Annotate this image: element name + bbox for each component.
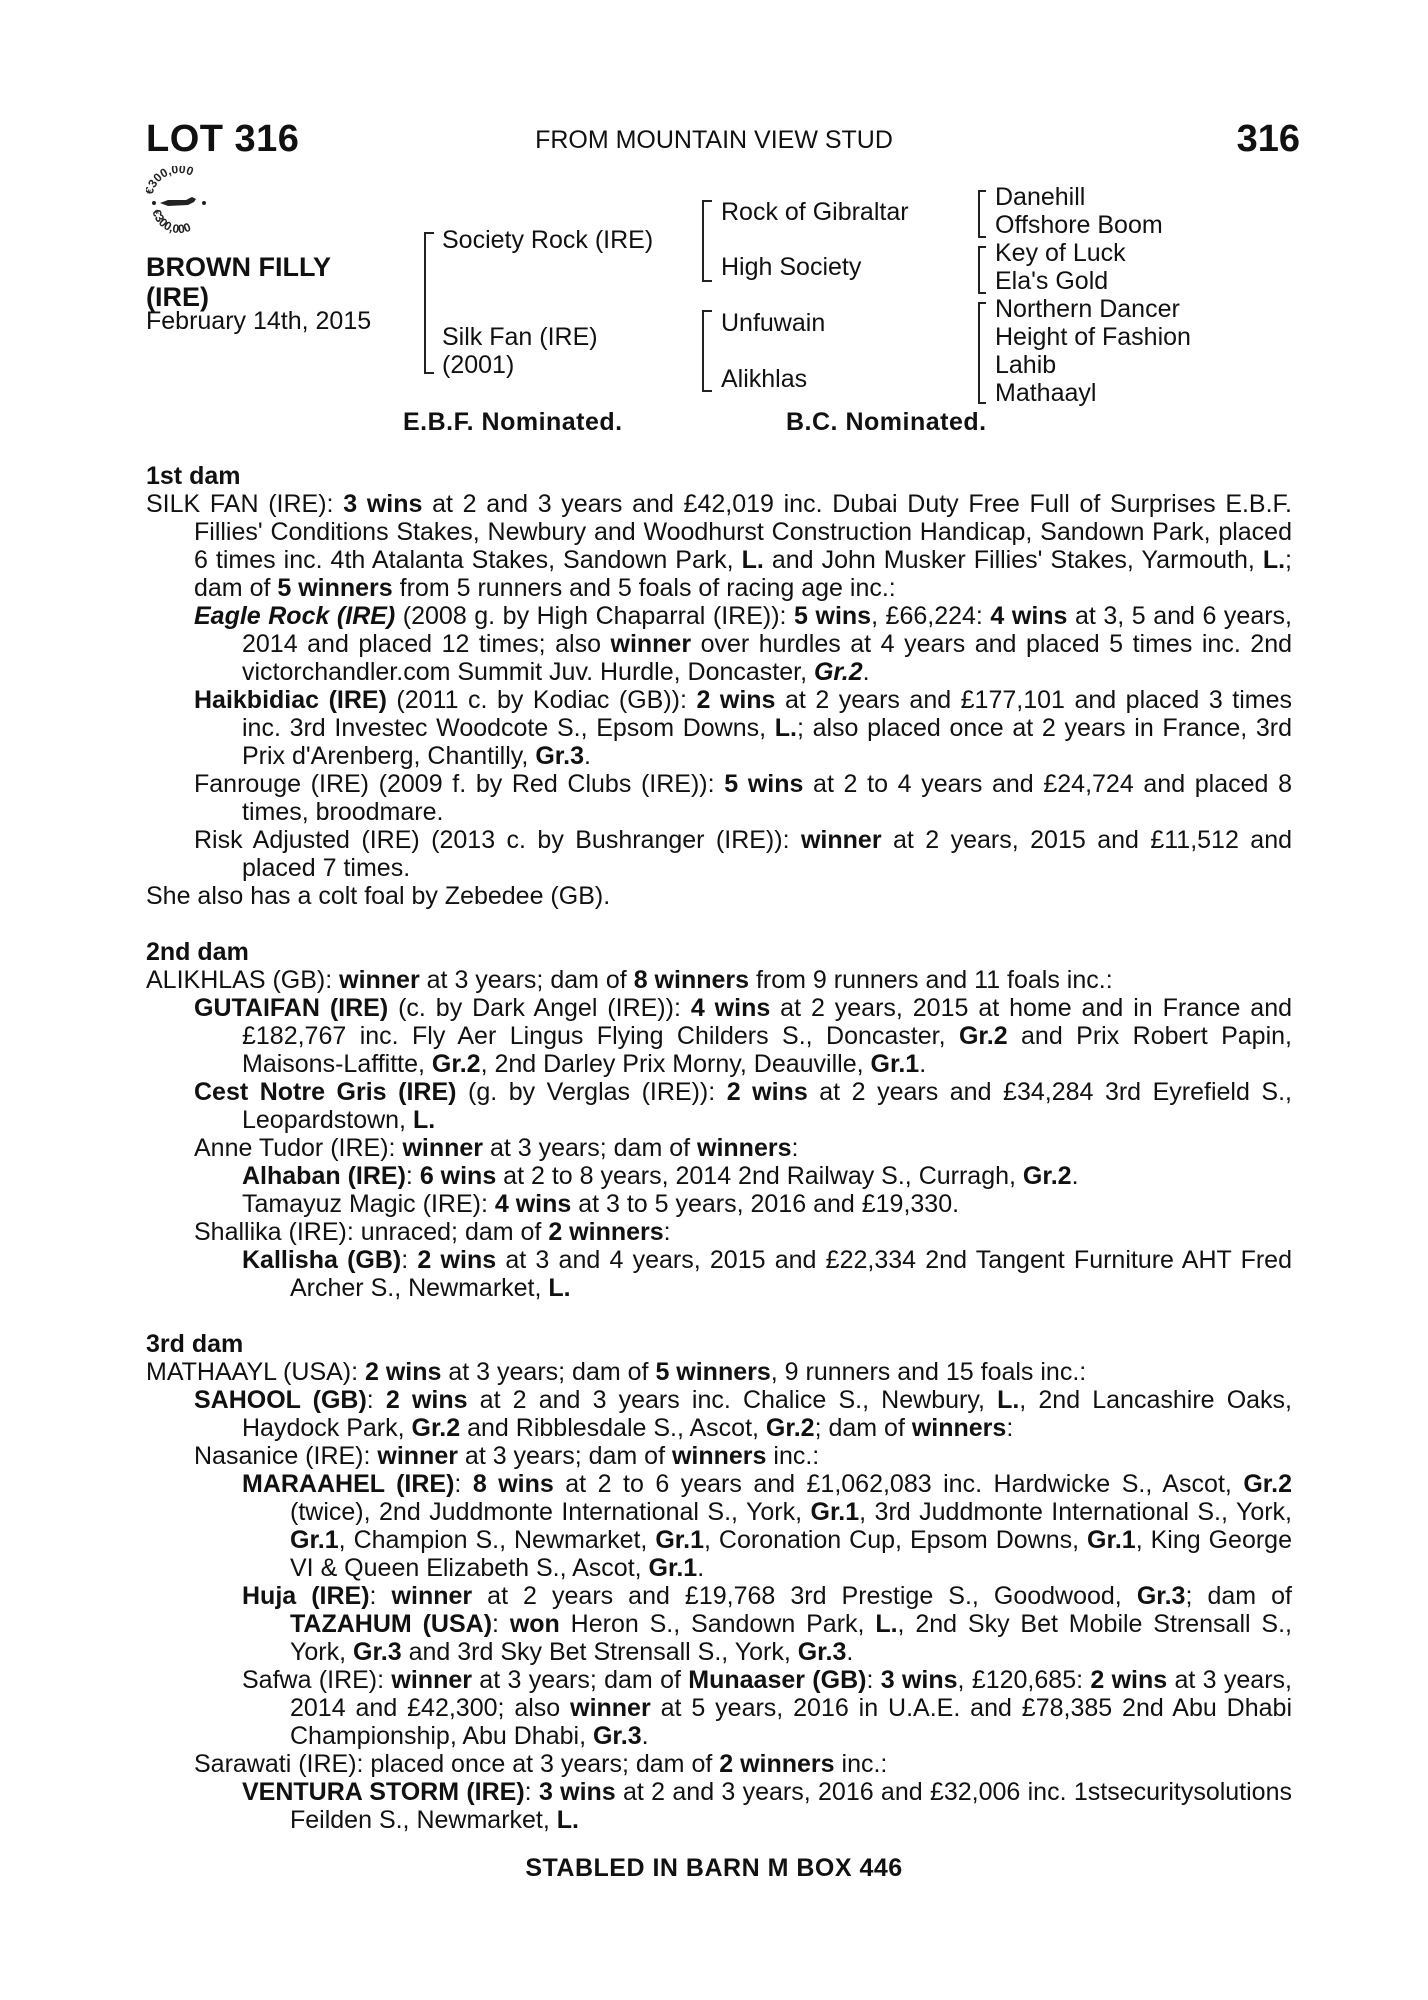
g1: Danehill xyxy=(995,183,1086,211)
bc-nominated: B.C. Nominated. xyxy=(786,408,987,436)
dam: Silk Fan (IRE) xyxy=(442,323,598,351)
dam-dam: Alikhlas xyxy=(721,365,808,393)
produce-entry: SAHOOL (GB): 2 wins at 2 and 3 years inc. Chalice S., Newbury, L., 2nd Lancashire Oaks, Haydock Park, Gr.2 and Ribblesdale S., Ascot, Gr.2; dam of winners: xyxy=(194,1386,1292,1442)
g4: Ela's Gold xyxy=(995,267,1109,295)
produce-entry: Kallisha (GB): 2 wins at 3 and 4 years, 2015 and £22,334 2nd Tangent Furniture AHT Fred Archer S., Newmarket, L. xyxy=(242,1246,1292,1302)
sire-sire: Rock of Gibraltar xyxy=(721,198,909,226)
stabling-info: STABLED IN BARN M BOX 446 xyxy=(525,1854,903,1882)
brace xyxy=(424,232,434,374)
g2: Offshore Boom xyxy=(995,211,1163,239)
produce-entry: Alhaban (IRE): 6 wins at 2 to 8 years, 2014 2nd Railway S., Curragh, Gr.2. xyxy=(242,1162,1079,1190)
g5: Northern Dancer xyxy=(995,295,1180,323)
section-title: 2nd dam xyxy=(146,938,249,966)
g6: Height of Fashion xyxy=(995,323,1191,351)
produce-entry: Safwa (IRE): winner at 3 years; dam of Munaaser (GB): 3 wins, £120,685: 2 wins at 3 years, 2014 and £42,300; also winner at 5 years, 2016 in U.A.E. and £78,385 2nd Abu Dhabi Championship, Abu Dhabi, Gr.3. xyxy=(242,1666,1292,1750)
produce-entry: GUTAIFAN (IRE) (c. by Dark Angel (IRE)): 4 wins at 2 years, 2015 at home and in France and £182,767 inc. Fly Aer Lingus Flying Childers S., Doncaster, Gr.2 and Prix Robert Papin, Maisons-Laffitte, Gr.2, 2nd Darley Prix Morny, Deauville, Gr.1. xyxy=(194,994,1293,1078)
catalogue-body xyxy=(146,462,1292,1862)
foaling-date: February 14th, 2015 xyxy=(146,307,372,335)
lot-number: 316 xyxy=(1236,118,1300,160)
brace xyxy=(978,190,986,238)
dam-entry: MATHAAYL (USA): 2 wins at 3 years; dam of 5 winners, 9 runners and 15 foals inc.: xyxy=(146,1358,1087,1386)
price-stamp-icon xyxy=(146,166,212,240)
produce-entry: VENTURA STORM (IRE): 3 wins at 2 and 3 years, 2016 and £32,006 inc. 1stsecuritysolutions Feilden S., Newmarket, L. xyxy=(242,1778,1292,1834)
svg-text:€300,000: 300,000 xyxy=(146,166,196,191)
svg-text:€300,000: €300,000 xyxy=(149,207,193,237)
third-dam-section xyxy=(146,1330,1292,1834)
produce-note: She also has a colt foal by Zebedee (GB). xyxy=(146,882,611,910)
dam-entry: ALIKHLAS (GB): winner at 3 years; dam of 8 winners from 9 runners and 11 foals inc.: xyxy=(146,966,1113,994)
produce-entry: Fanrouge (IRE) (2009 f. by Red Clubs (IRE)): 5 wins at 2 to 4 years and £24,724 and placed 8 times, broodmare. xyxy=(194,770,1292,826)
dam-sire: Unfuwain xyxy=(721,309,826,337)
price-stamp-logo xyxy=(146,166,212,240)
produce-entry: Anne Tudor (IRE): winner at 3 years; dam of winners: xyxy=(194,1134,799,1162)
produce-entry: Tamayuz Magic (IRE): 4 wins at 3 to 5 years, 2016 and £19,330. xyxy=(242,1190,960,1218)
g3: Key of Luck xyxy=(995,239,1126,267)
produce-entry: Eagle Rock (IRE) (2008 g. by High Chaparral (IRE)): 5 wins, £66,224: 4 wins at 3, 5 and 6 years, 2014 and placed 12 times; also winner over hurdles at 4 years and placed 5 times inc. 2nd victorchandler.com Summit Juv. Hurdle, Doncaster, Gr.2. xyxy=(194,602,1293,686)
produce-entry: Cest Notre Gris (IRE) (g. by Verglas (IRE)): 2 wins at 2 years and £34,284 3rd Eyrefield S., Leopardstown, L. xyxy=(194,1078,1292,1134)
brace xyxy=(978,246,986,294)
sire-dam: High Society xyxy=(721,253,862,281)
g8: Mathaayl xyxy=(995,379,1097,407)
section-title: 3rd dam xyxy=(146,1330,244,1358)
ebf-nominated: E.B.F. Nominated. xyxy=(403,408,623,436)
lot-label: LOT 316 xyxy=(146,118,300,160)
produce-entry: Huja (IRE): winner at 2 years and £19,768 3rd Prestige S., Goodwood, Gr.3; dam of TAZAHUM (USA): won Heron S., Sandown Park, L., 2nd Sky Bet Mobile Strensall S., York, Gr.3 and 3rd Sky Bet Strensall S., York, Gr.3. xyxy=(242,1582,1292,1666)
first-dam-section xyxy=(146,462,1292,910)
horse-name: BROWN FILLY (IRE) xyxy=(146,252,331,312)
produce-entry: Shallika (IRE): unraced; dam of 2 winners: xyxy=(194,1218,671,1246)
brace xyxy=(702,200,712,282)
second-dam-section xyxy=(146,938,1292,1302)
dam-entry: SILK FAN (IRE): 3 wins at 2 and 3 years and £42,019 inc. Dubai Duty Free Full of Surprises E.B.F. Fillies' Conditions Stakes, Newbury and Woodhurst Construction Handicap, Sandown Park, placed 6 times inc. 4th Atalanta Stakes, Sandown Park, L. and John Musker Fillies' Stakes, Yarmouth, L.; dam of 5 winners from 5 runners and 5 foals of racing age inc.: xyxy=(146,490,1293,602)
vendor: FROM MOUNTAIN VIEW STUD xyxy=(535,126,893,154)
produce-entry: Haikbidiac (IRE) (2011 c. by Kodiac (GB)): 2 wins at 2 years and £177,101 and placed 3 times inc. 3rd Investec Woodcote S., Epsom Downs, L.; also placed once at 2 years in France, 3rd Prix d'Arenberg, Chantilly, Gr.3. xyxy=(194,686,1293,770)
sire: Society Rock (IRE) xyxy=(442,226,654,254)
produce-entry: Nasanice (IRE): winner at 3 years; dam of winners inc.: xyxy=(194,1442,820,1470)
produce-entry: Risk Adjusted (IRE) (2013 c. by Bushranger (IRE)): winner at 2 years, 2015 and £11,512 and placed 7 times. xyxy=(194,826,1293,882)
brace xyxy=(978,302,986,404)
produce-entry: Sarawati (IRE): placed once at 3 years; dam of 2 winners inc.: xyxy=(194,1750,888,1778)
g7: Lahib xyxy=(995,351,1057,379)
section-title: 1st dam xyxy=(146,462,241,490)
produce-entry: MARAAHEL (IRE): 8 wins at 2 to 6 years and £1,062,083 inc. Hardwicke S., Ascot, Gr.2 (twice), 2nd Juddmonte International S., York, Gr.1, 3rd Juddmonte International S., York, Gr.1, Champion S., Newmarket, Gr.1, Coronation Cup, Epsom Downs, Gr.1, King George VI & Queen Elizabeth S., Ascot, Gr.1. xyxy=(242,1470,1292,1582)
brace xyxy=(702,310,712,392)
dam-year: (2001) xyxy=(442,351,515,379)
